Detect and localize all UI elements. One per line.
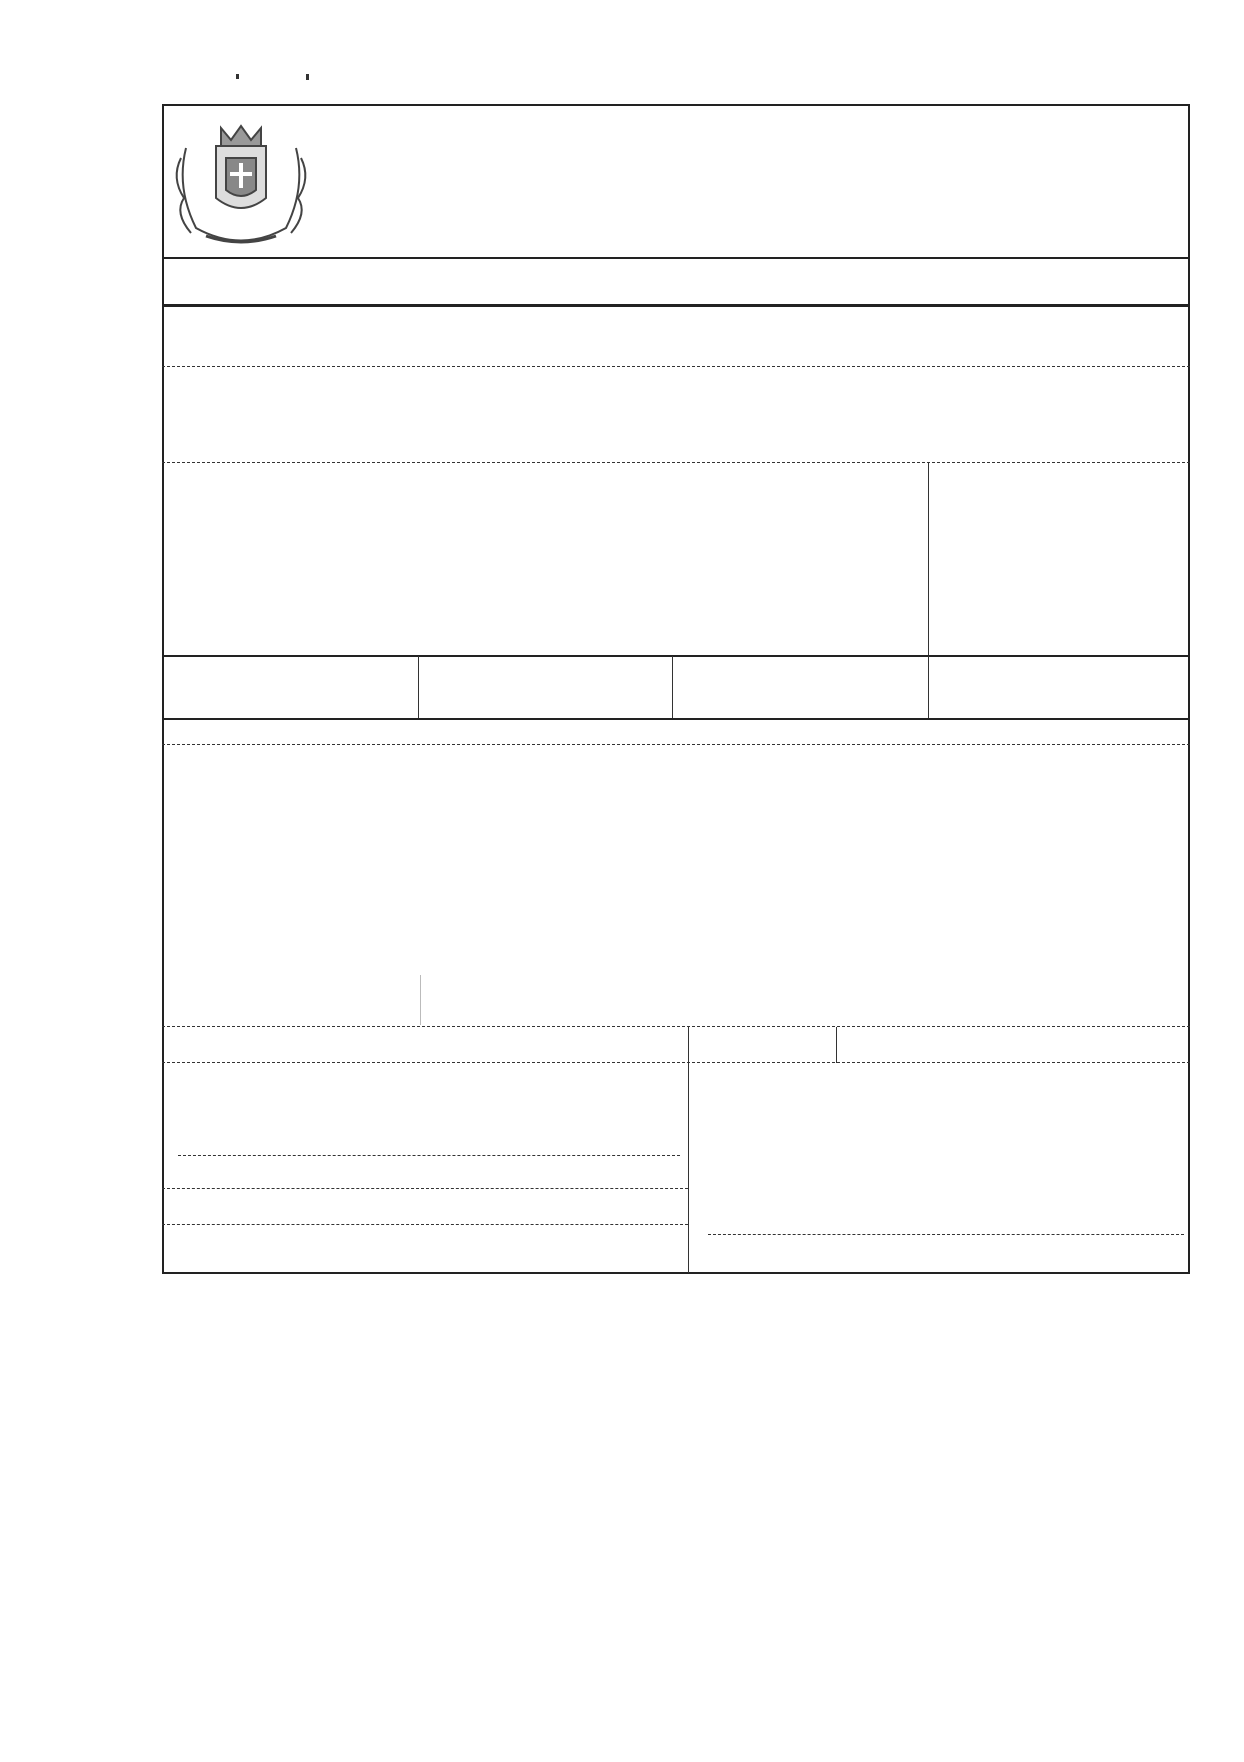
divider — [162, 1188, 688, 1189]
divider — [162, 718, 1190, 720]
scan-mark — [306, 74, 309, 80]
pen-mark — [420, 975, 421, 1025]
scan-mark — [236, 74, 239, 79]
divider — [836, 1027, 837, 1063]
divider — [688, 1027, 689, 1063]
divider — [928, 656, 929, 718]
divider — [688, 1063, 689, 1273]
divider — [162, 1026, 1190, 1027]
divider — [162, 1062, 1190, 1063]
divider — [162, 655, 1190, 657]
divider — [928, 463, 929, 656]
divider — [162, 366, 1190, 367]
divider — [162, 304, 1190, 307]
signature-line — [178, 1155, 680, 1156]
divider — [418, 656, 419, 718]
divider — [162, 462, 1190, 463]
divider — [162, 257, 1190, 259]
signature-line — [708, 1234, 1184, 1235]
nota-de-empenho-form — [162, 104, 1190, 1274]
divider — [162, 744, 1190, 745]
municipal-coat-of-arms-icon — [166, 118, 316, 258]
divider — [162, 1224, 688, 1225]
divider — [672, 656, 673, 718]
